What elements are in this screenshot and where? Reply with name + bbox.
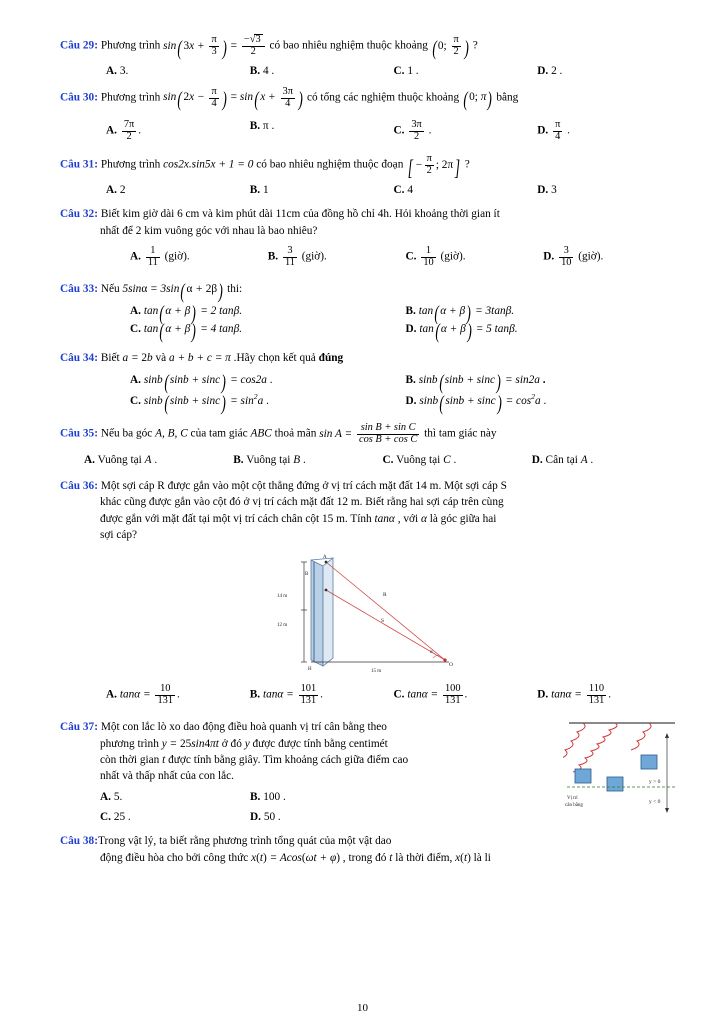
question-29-label: Câu 29: (60, 39, 98, 52)
answer-c[interactable]: C. tanα = $\frac{100}{131}$ . (393, 683, 468, 707)
question-32-label: Câu 32: (60, 208, 98, 221)
question-33-answers-row1 (60, 300, 681, 325)
question-34 (60, 350, 681, 366)
figure-spring-pendulum (563, 715, 681, 825)
question-31-text-p1: Phương trình (100, 158, 161, 171)
question-35-label: Câu 35: (60, 427, 98, 440)
question-30 (60, 87, 681, 110)
question-36-label: Câu 36: (60, 479, 98, 492)
answer-c[interactable]: C. tan(α + β) = 4 tanβ. (130, 319, 243, 344)
answer-b[interactable]: B. 100 . (250, 790, 286, 803)
question-32-text-p1: Biết kim giờ dài 6 cm và kim phút dài 11cm của đồng hồ chỉ 4h. Hỏi khoảng thời gian ít (100, 208, 500, 221)
answer-c[interactable]: C. 4 (393, 184, 413, 197)
answer-a[interactable]: A. sinb(sinb + sinc) = cos2a . (130, 369, 273, 394)
answer-b[interactable]: B. π . (249, 119, 275, 132)
answer-b[interactable]: B. tan(α + β) = 3tanβ. (405, 300, 515, 325)
figure-37-svg (563, 715, 681, 825)
question-32-answers (60, 246, 681, 269)
answer-d[interactable]: D. $\frac{3}{10}$ (giờ). (543, 245, 604, 268)
answer-d[interactable]: D. Cân tại A . (531, 453, 594, 466)
question-30-answers (60, 120, 681, 143)
question-36-text-p3: được gắn với mặt đất tại một vị trí cách chân cột 15 m. Tính tanα , với α là góc giữa hai (100, 512, 497, 525)
answer-a[interactable]: A. Vuông tại A . (84, 453, 158, 466)
svg-text:Vị trí: Vị trí (567, 796, 578, 802)
svg-text:B: B (304, 572, 308, 578)
question-34-label: Câu 34: (60, 352, 98, 365)
svg-text:H: H (307, 667, 312, 673)
answer-a[interactable]: A. tanα = $\frac{10}{131}$ . (106, 683, 180, 707)
question-36-answers (60, 684, 681, 707)
question-32-text-p2: nhất để 2 kim vuông góc với nhau là bao nhiêu? (100, 224, 318, 237)
question-37 (60, 719, 681, 825)
question-31-label: Câu 31: (60, 158, 98, 171)
question-36-text-p1: Một sợi cáp R được gắn vào một cột thẳng đứng ở vị trí cách mặt đất 14 m. Một sợi cáp S (100, 479, 507, 492)
question-29 (60, 34, 681, 58)
question-37-answers-row2 (60, 809, 400, 825)
question-34-text: Biết a = 2b và a + b + c = π .Hãy chọn kết quả đúng (100, 352, 344, 365)
question-29-text-p2: có bao nhiêu nghiệm thuộc khoảng (269, 39, 428, 52)
answer-d[interactable]: D. 50 . (250, 811, 281, 824)
question-34-answers-row1 (60, 369, 681, 394)
answer-c[interactable]: C. $\sin b(\sin b + \sin c) = \sin^2a$ . (130, 391, 269, 416)
question-36-tan: tanα , (374, 512, 401, 525)
answer-c[interactable]: C. Vuông tại C . (382, 453, 457, 466)
svg-text:O: O (448, 662, 453, 669)
question-29-text-p3: ? (472, 39, 478, 52)
page-number: 10 (357, 1002, 368, 1014)
question-31-interval: [ − $\frac{\pi}{2}$ ; 2π] (407, 153, 461, 180)
answer-d[interactable]: D. 2 . (537, 64, 563, 77)
figure-36-svg (271, 550, 471, 680)
question-37-label: Câu 37: (60, 721, 98, 734)
answer-b[interactable]: B. sinb(sinb + sinc) = sin2a . (405, 369, 546, 394)
answer-b[interactable]: B. 1 (249, 184, 269, 197)
question-34-answers-row2 (60, 391, 681, 416)
question-33-text: Nếu 5sinα = 3sin(α + 2β) thi: (100, 278, 243, 303)
question-33-answers-row2 (60, 319, 681, 344)
question-35-equation: sin A = $\frac{\text{sin B + sin C}}{\text{cos B + cos C}}$ (319, 422, 418, 445)
figure-cables-diagram (271, 550, 471, 680)
svg-text:y > 0: y > 0 (649, 779, 661, 786)
answer-c[interactable]: C. 1 . (393, 64, 419, 77)
answer-c[interactable]: C. $\frac{3\pi}{2}$ . (393, 118, 432, 142)
question-30-text-p1: Phương trình (100, 91, 161, 104)
svg-text:15 m: 15 m (370, 669, 381, 675)
question-30-label: Câu 30: (60, 91, 98, 104)
answer-d[interactable]: D. 3 (537, 184, 557, 197)
svg-text:S: S (380, 618, 384, 625)
question-36 (60, 478, 681, 544)
question-33-label: Câu 33: (60, 282, 98, 295)
answer-a[interactable]: A. 5. (100, 790, 123, 803)
answer-a[interactable]: A. 3. (106, 64, 129, 77)
answer-d[interactable]: D. $\sin b(\sin b + \sin c) = \cos^2a$ . (405, 391, 547, 416)
svg-text:y < 0: y < 0 (649, 799, 661, 806)
question-30-text-p3: bằng (496, 91, 519, 104)
answer-b[interactable]: B. Vuông tại B . (233, 453, 306, 466)
question-30-equation: sin(2x − $\frac{\pi}{4}$ ) = sin(x + $\frac{3\pi}{4}$ ) (163, 85, 303, 112)
question-35-text-p1: Nếu ba góc A, B, C của tam giác ABC thoả mãn (100, 427, 317, 440)
answer-b[interactable]: B. $\frac{3}{11}$ (giờ). (267, 245, 327, 268)
question-29-answers (60, 65, 681, 77)
answer-d[interactable]: D. tanα = $\frac{110}{131}$ . (537, 683, 612, 707)
question-35 (60, 423, 681, 446)
answer-a[interactable]: A. tan(α + β) = 2 tanβ. (130, 300, 243, 325)
question-31-answers (60, 184, 681, 196)
svg-text:A: A (322, 555, 327, 561)
question-38 (60, 833, 681, 866)
question-38-text-p1: Trong vật lý, ta biết rằng phương trình tổng quát của một vật dao (97, 835, 392, 848)
question-36-text-p2: khác cũng được gắn vào cột đó ở vị trí cách mặt đất 12 m. Biết rằng hai sợi cáp trên cùng (100, 496, 504, 509)
svg-text:14 m: 14 m (276, 594, 287, 600)
answer-b[interactable]: B. 4 . (249, 64, 275, 77)
svg-text:R: R (382, 592, 387, 599)
question-29-text-p1: Phương trình (100, 39, 161, 52)
question-30-interval: (0; π) (463, 87, 493, 112)
question-29-interval: (0; $\frac{\pi}{2}$ ) (432, 34, 469, 60)
svg-text:cân bằng: cân bằng (565, 803, 583, 809)
question-36-text-p4: sợi cáp? (100, 528, 138, 541)
answer-d[interactable]: D. $\frac{\pi}{4}$ . (537, 118, 570, 142)
answer-d[interactable]: D. tan(α + β) = 5 tanβ. (405, 319, 518, 344)
question-31-text-p2: có bao nhiêu nghiệm thuộc đoạn (256, 158, 404, 171)
svg-text:α: α (429, 650, 433, 656)
question-35-text-p2: thì tam giác này (424, 427, 497, 440)
answer-b[interactable]: B. tanα = $\frac{101}{131}$ . (249, 683, 323, 707)
question-32 (60, 206, 681, 239)
question-37-text-p4: nhất và thấp nhất của con lắc. (100, 770, 234, 783)
question-38-text-p2: động điều hòa cho bởi công thức x(t) = Acos(ωt + φ) , trong đó t là thời điểm, x(t) là li (100, 851, 491, 864)
question-30-text-p2: có tổng các nghiệm thuộc khoảng (306, 91, 460, 104)
question-37-text-p2: phương trình y = 25sin4πt ở đó y được được tính bằng centimét (100, 737, 388, 750)
question-33 (60, 278, 681, 303)
question-37-text-p3: còn thời gian t được tính bằng giây. Tìm khoảng cách giữa điểm cao (100, 753, 409, 766)
question-31-equation: cos2x.sin5x + 1 = 0 (163, 158, 254, 171)
answer-a[interactable]: A. 2 (106, 184, 126, 197)
question-29-equation: sin(3x + $\frac{\pi}{3}$ ) = $\frac{-√3}{2}$ (163, 40, 269, 52)
question-35-answers (60, 454, 681, 466)
question-37-answers-row1 (60, 789, 400, 805)
question-31-text-p3: ? (464, 158, 470, 171)
answer-a[interactable]: A. $\frac{1}{11}$ (giờ). (130, 245, 190, 268)
answer-a[interactable]: A. $\frac{7\pi}{2}$ . (106, 118, 142, 142)
svg-text:12 m: 12 m (276, 623, 287, 629)
question-37-text-p1: Một con lắc lò xo dao động điều hoà quanh vị trí cân bằng theo (100, 721, 387, 734)
question-31 (60, 153, 681, 180)
answer-c[interactable]: C. 25 . (100, 811, 131, 824)
answer-c[interactable]: C. $\frac{1}{10}$ (giờ). (405, 245, 466, 268)
question-38-label: Câu 38: (60, 835, 98, 848)
